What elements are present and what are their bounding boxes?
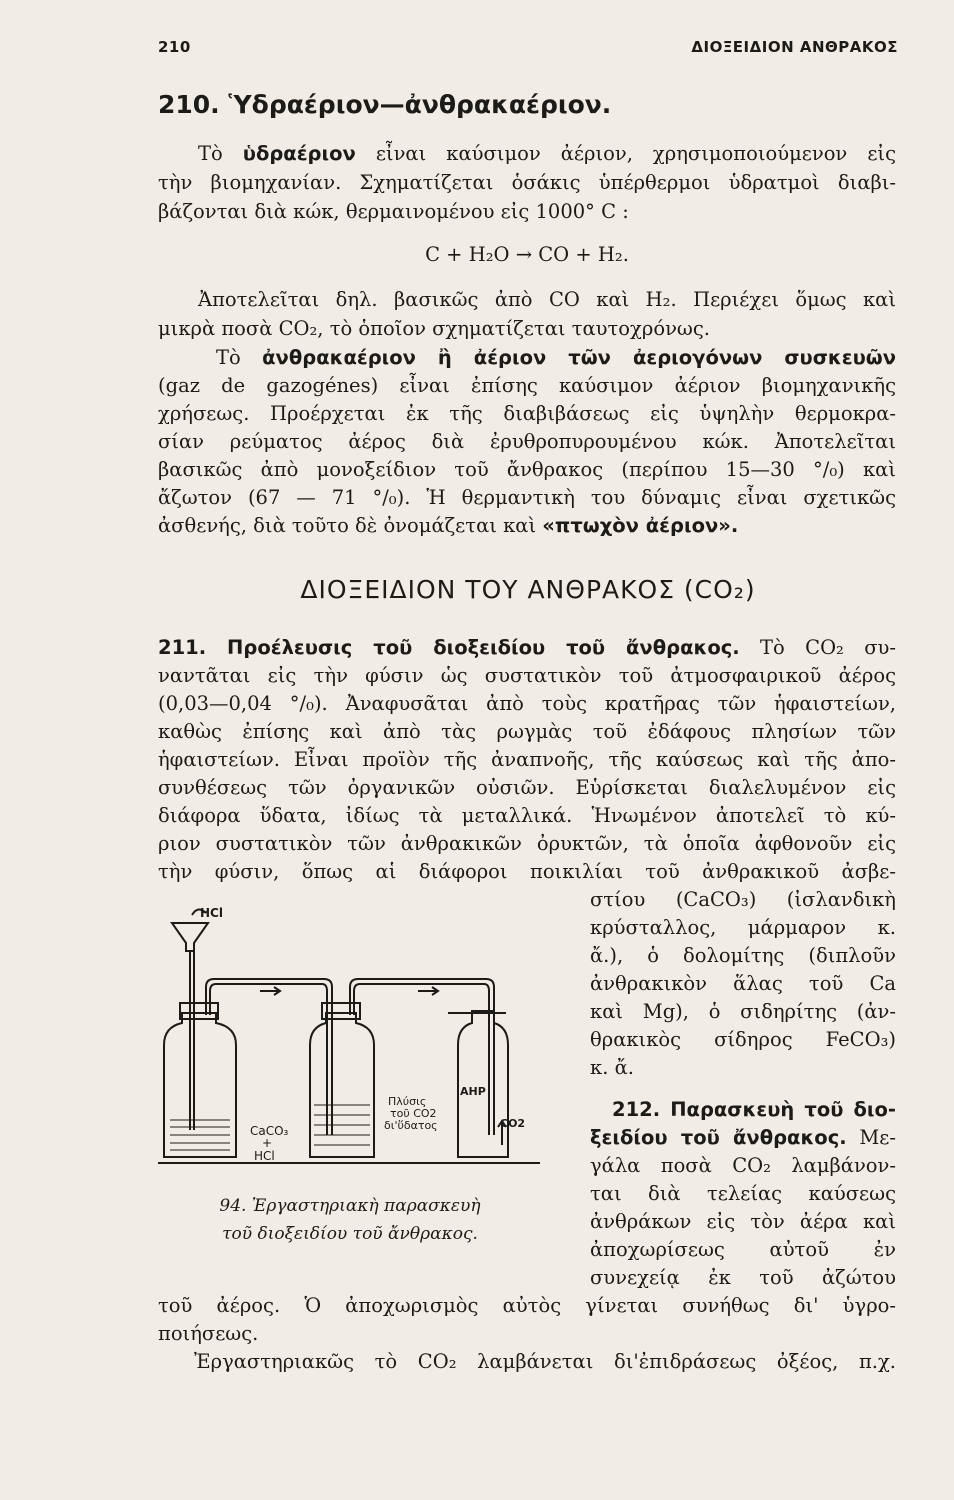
p4-line-4: καθὼς ἐπίσης καὶ ἀπὸ τὰς ρωγμὰς τοῦ ἐδάφους πλησίων τῶν (158, 720, 896, 743)
heading-211: 211. Προέλευσις τοῦ διοξειδίου τοῦ ἄνθρακος. (158, 636, 740, 659)
p4-l1-rest: Τὸ CO₂ συ- (739, 636, 896, 659)
p4-line-2: ναντᾶται εἰς τὴν φύσιν ὡς συστατικὸν τοῦ ἀτμοσφαιρικοῦ ἀέρος (158, 664, 896, 687)
p5-narrow-6: ἀποχωρίσεως αὐτοῦ ἐν (590, 1238, 896, 1261)
p3-line-1 (158, 344, 896, 372)
running-title: ΔΙΟΞΕΙΔΙΟΝ ΑΝΘΡΑΚΟΣ (691, 38, 898, 56)
p3-line-6: ἄζωτον (67 — 71 °/₀). Ἡ θερμαντικὴ του δύναμις εἶναι σχετικῶς (158, 486, 896, 509)
flow-arrow-1 (260, 987, 280, 995)
collection-bottle (458, 1011, 508, 1157)
p5-line-3: Ἐργαστηριακῶς τὸ CO₂ λαμβάνεται δι'ἐπιδράσεως ὀξέος, π.χ. (194, 1350, 896, 1373)
p4-line-7: διάφορα ὕδατα, ἰδίως τὰ μεταλλικά. Ἡνωμένον ἀποτελεῖ τὸ κύ- (158, 804, 896, 827)
p5-narrow-7: συνεχείᾳ ἐκ τοῦ ἀζώτου (590, 1266, 896, 1289)
p4-narrow-5: καὶ Mg), ὁ σιδηρίτης (ἀν- (590, 1000, 896, 1023)
p3-l7-lead: ἀσθενής, διὰ τοῦτο δὲ ὀνομάζεται καὶ (158, 514, 543, 537)
p3-line-3: χρήσεως. Προέρχεται ἐκ τῆς διαβιβάσεως εἰς ὑψηλὴν θερμοκρα- (158, 402, 896, 425)
p4-line-8: ριον συστατικὸν τῶν ἀνθρακικῶν ὀρυκτῶν, τὰ ὁποῖα ἀφθονοῦν εἰς (158, 832, 896, 855)
label-wash-2: τοῦ CO2 (390, 1107, 437, 1120)
equation: C + H₂O → CO + H₂. (425, 243, 629, 266)
label-plus: + (262, 1136, 273, 1150)
p1-line-3: βάζονται διὰ κώκ, θερμαινομένου εἰς 1000° C : (158, 200, 629, 223)
page-header (158, 38, 898, 62)
label-air: ΑΗΡ (460, 1085, 486, 1098)
label-caco3: CaCO₃ (250, 1124, 289, 1138)
label-wash-1: Πλύσις (388, 1095, 427, 1108)
p4-narrow-3: ἄ.), ὁ δολομίτης (διπλοῦν (590, 944, 896, 967)
p3-line-4: σίαν ρεύματος ἀέρος διὰ ἐρυθροπυρουμένου κώκ. Ἀποτελεῖται (158, 430, 896, 453)
p4-narrow-6: θρακικὸς σίδηρος FeCO₃) (590, 1028, 896, 1051)
p4-line-6: συνθέσεως τῶν ὀργανικῶν οὐσιῶν. Εὑρίσκεται διαλελυμένον εἰς (158, 776, 896, 799)
p3-lead: Τὸ (216, 346, 263, 369)
p3-line-5: βασικῶς ἀπὸ μονοξείδιον τοῦ ἄνθρακος (περίπου 15—30 °/₀) καὶ (158, 458, 896, 481)
section-title: ΔΙΟΞΕΙΔΙΟΝ ΤΟΥ ΑΝΘΡΑΚΟΣ (CO₂) (300, 575, 756, 604)
p5-line-1: τοῦ ἀέρος. Ὁ ἀποχωρισμὸς αὐτὸς γίνεται συνήθως δι' ὑγρο- (158, 1294, 896, 1317)
apparatus-drawing (158, 909, 540, 1163)
p4-narrow-2: κρύσταλλος, μάρμαρον κ. (590, 916, 896, 939)
p5-narrow-5: ἀνθράκων εἰς τὸν ἀέρα καὶ (590, 1210, 896, 1233)
p4-line-3: (0,03—0,04 °/₀). Ἀναφυσᾶται ἀπὸ τοὺς κρατῆρας τῶν ἡφαιστείων, (158, 692, 896, 715)
p5-line-2: ποιήσεως. (158, 1322, 259, 1345)
page-number: 210 (158, 38, 191, 56)
p4-narrow-7: κ. ἄ. (590, 1056, 634, 1079)
label-wash-3: δι'ὕδατος (384, 1119, 438, 1132)
p5-narrow-2 (590, 1124, 896, 1152)
heading-212: 212. Παρασκευὴ τοῦ διο- (612, 1098, 896, 1121)
label-hcl-top: HCl (200, 906, 223, 920)
heading-212-cont: ξειδίου τοῦ ἄνθρακος. (590, 1126, 847, 1149)
label-hcl-bottom: HCl (254, 1149, 275, 1163)
p1-lead: Τὸ (198, 142, 243, 165)
funnel (172, 923, 208, 951)
p5-narrow-1 (612, 1096, 896, 1124)
term-poor-gas: «πτωχὸν ἀέριον». (542, 514, 739, 537)
figure-co2-apparatus (150, 895, 580, 1195)
p5-narrow-3: γάλα ποσὰ CO₂ λαμβάνον- (590, 1154, 896, 1177)
p4-line-5: ἡφαιστείων. Εἶναι προϊὸν τῆς ἀναπνοῆς, τῆς καύσεως καὶ τῆς ἀπο- (158, 748, 896, 771)
p3-line-7 (158, 512, 896, 540)
figure-caption-line-1: 94. Ἐργαστηριακὴ παρασκευὴ (219, 1196, 481, 1216)
p5-narrow-4: ται διὰ τελείας καύσεως (590, 1182, 896, 1205)
term-producer-gas: ἀνθρακαέριον ἢ ἀέριον τῶν ἀεριογόνων συσκευῶν (262, 346, 896, 369)
p4-line-1 (158, 634, 896, 662)
p4-narrow-1: στίου (CaCO₃) (ἰσλανδικὴ (590, 888, 896, 911)
term-hydrogas: ὑδραέριον (242, 142, 356, 165)
label-co2: CO2 (500, 1117, 526, 1130)
p4-line-9: τὴν φύσιν, ὅπως αἱ διάφοροι ποικιλίαι τοῦ ἀνθρακικοῦ ἀσβε- (158, 860, 896, 883)
flow-arrow-2 (418, 987, 438, 995)
p2-line-2: μικρὰ ποσὰ CO₂, τὸ ὁποῖον σχηματίζεται ταυτοχρόνως. (158, 317, 710, 340)
p2-line-1: Ἀποτελεῖται δηλ. βασικῶς ἀπὸ CO καὶ H₂. Περιέχει ὅμως καὶ (198, 288, 896, 311)
figure-caption-line-2: τοῦ διοξειδίου τοῦ ἄνθρακος. (222, 1224, 478, 1244)
delivery-tube-1 (206, 979, 332, 1135)
p1-line-1 (158, 140, 896, 168)
stopper-1 (180, 1003, 218, 1019)
p5-n2-rest: Με- (846, 1126, 896, 1149)
p3-line-2: (gaz de gazogénes) εἶναι ἐπίσης καύσιμον ἀέριον βιομηχανικῆς (158, 374, 896, 397)
heading-210: 210. Ὑδραέριον—ἀνθρακαέριον. (158, 90, 612, 119)
p4-narrow-4: ἀνθρακικὸν ἅλας τοῦ Ca (590, 972, 896, 995)
p1-rest: εἶναι καύσιμον ἀέριον, χρησιμοποιούμενον εἰς (355, 142, 896, 165)
p1-line-2: τὴν βιομηχανίαν. Σχηματίζεται ὁσάκις ὑπέρθερμοι ὑδρατμοὶ διαβι- (158, 171, 896, 194)
